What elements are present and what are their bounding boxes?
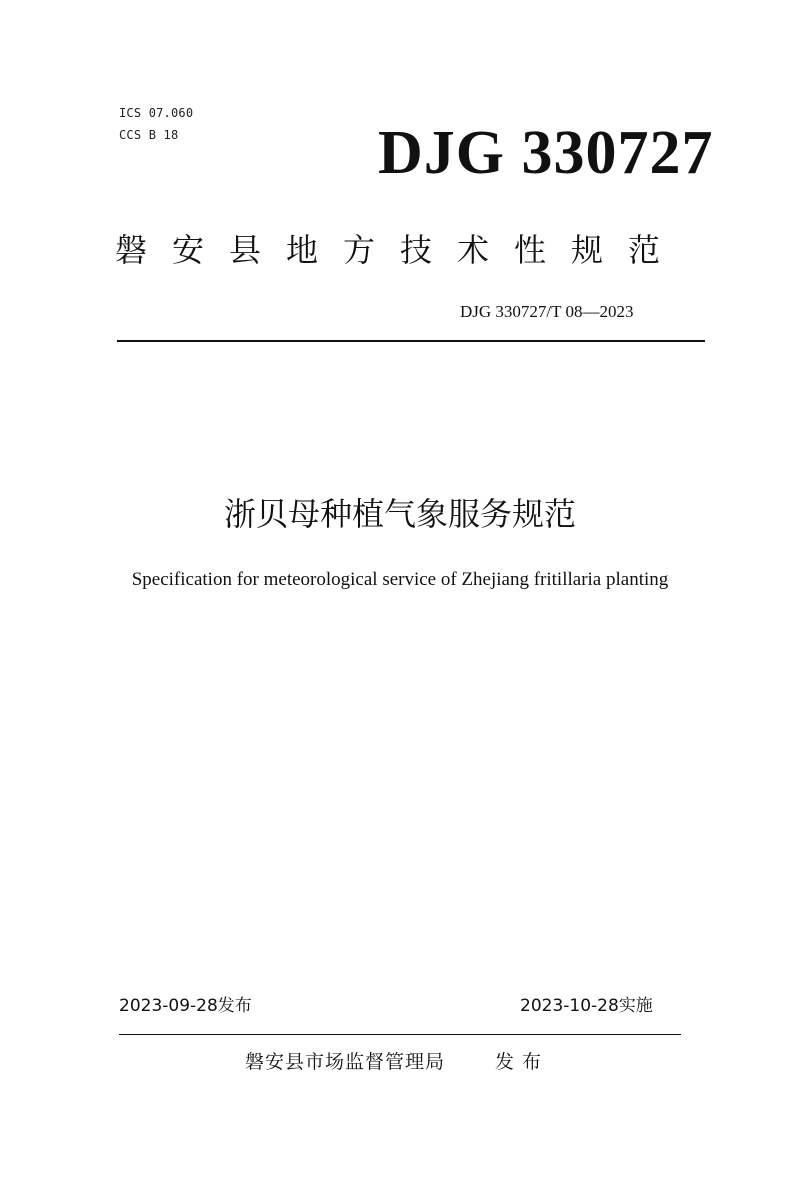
issuer-action: 发布 <box>495 1051 550 1073</box>
bottom-divider <box>119 1034 681 1035</box>
top-divider <box>117 340 705 342</box>
ccs-code: CCS B 18 <box>119 128 179 142</box>
standard-type: 磐安县地方技术性规范 <box>115 231 686 269</box>
document-title-english: Specification for meteorological service of Zhejiang fritillaria planting <box>131 569 669 590</box>
implement-date: 2023-10-28实施 <box>520 996 653 1016</box>
standard-code-heading: DJG 330727 <box>378 119 714 187</box>
document-title-chinese: 浙贝母种植气象服务规范 <box>223 495 576 533</box>
publish-date: 2023-09-28发布 <box>119 996 252 1016</box>
issuer-name: 磐安县市场监督管理局 <box>245 1051 446 1073</box>
standard-number: DJG 330727/T 08—2023 <box>460 302 634 321</box>
ics-code: ICS 07.060 <box>119 106 194 120</box>
